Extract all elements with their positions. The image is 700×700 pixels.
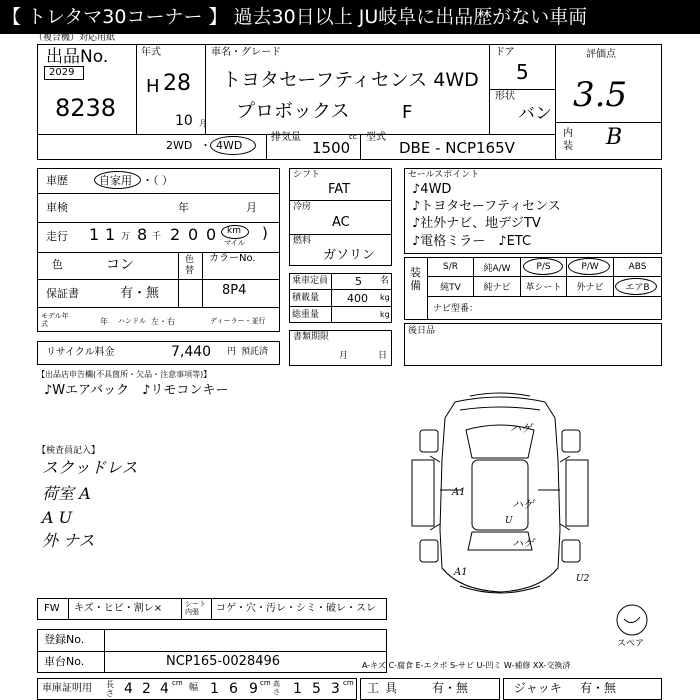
color-value: コン: [106, 257, 134, 273]
damage-mark-4: U: [505, 516, 513, 526]
registration-label: 登録No.: [44, 633, 85, 646]
model-code-value: DBE - NCP165V: [399, 139, 515, 157]
subheader: （複合機）対応用紙: [34, 33, 116, 43]
history-value: 自家用: [99, 174, 132, 187]
damage-mark-6: A1: [454, 567, 468, 578]
color-code: 8P4: [222, 283, 247, 298]
capacity-value: 5: [355, 275, 362, 288]
sales-point-3: ♪社外ナビ、地デジTV: [412, 216, 541, 231]
later-date-box: [404, 323, 662, 366]
drive-4wd: 4WD: [216, 139, 243, 152]
capacity-label: 乗車定員: [292, 276, 329, 286]
dims-height-3: 3: [331, 681, 340, 697]
car-damage-diagram: [400, 390, 600, 602]
ac-value: AC: [332, 215, 350, 230]
equip-leather: 革シート: [520, 276, 567, 297]
inspection-month: 月: [246, 201, 257, 214]
fuel-label: 燃料: [293, 236, 312, 246]
inspector-header: 【検査員記入】: [37, 446, 101, 456]
damage-legend: A-キズ C-腐食 E-エクボ S-サビ U-凹ミ W-補修 XX-交換済: [362, 661, 571, 670]
gross-unit: kg: [380, 310, 390, 319]
dims-length-label: 長さ: [106, 680, 114, 698]
mileage-sen: 千: [152, 232, 162, 242]
equip-navi: 純ナビ: [473, 276, 521, 297]
year-era: H: [146, 76, 160, 97]
dims-height-2: 5: [312, 681, 321, 697]
color-label: 色: [52, 258, 63, 271]
equip-tv: 純TV: [427, 276, 474, 297]
drive-sep: ・: [200, 139, 211, 152]
year-value: 28: [163, 71, 191, 96]
dims-height-label: 高さ: [273, 680, 280, 696]
later-date-label: 後日品: [408, 326, 436, 336]
model-year-label: モデル年式: [41, 312, 69, 328]
damage-mark-1: ハゲ: [510, 422, 532, 435]
dims-length-3: 4: [160, 681, 169, 697]
spare-label: スペア: [617, 639, 645, 649]
color-code-label: カラーNo.: [209, 253, 256, 264]
inspector-note-2: 荷室 A: [42, 484, 91, 503]
load-unit: kg: [380, 293, 390, 302]
listing-label: 出品No.: [46, 47, 109, 67]
year-month-unit: 月: [199, 119, 207, 128]
model-grade: F: [402, 102, 413, 123]
mileage-km: km: [227, 226, 241, 236]
banner-text: 【 トレタマ30コーナー 】 過去30日以上 JU岐阜に出品歴がない車両: [2, 6, 588, 28]
dims-width-1: 1: [210, 681, 219, 697]
dealer-label: ディーラー・並行: [210, 317, 266, 325]
navi-model-label: ナビ型番：: [433, 304, 479, 314]
recycle-unit: 円: [227, 347, 237, 357]
interior-value: B: [606, 125, 623, 150]
jack-value: 有・無: [580, 681, 617, 695]
airbag-circle: [615, 278, 657, 295]
recycle-deposit: 預託済: [241, 347, 269, 357]
model-line2: プロボックス: [236, 100, 350, 122]
dims-height-1: 1: [293, 681, 302, 697]
sales-point-2: ♪トヨタセーフティセンス: [412, 199, 561, 214]
mileage-mark: ): [262, 224, 268, 242]
tools-value: 有・無: [432, 681, 469, 695]
shift-value: FAT: [328, 182, 351, 197]
fw-items2: コゲ・穴・汚レ・シミ・破レ・スレ: [216, 603, 376, 614]
equip-abs: ABS: [613, 257, 662, 277]
displacement-label: 排気量: [271, 132, 301, 143]
mileage-d1: 1: [89, 225, 100, 244]
model-code-label: 型式: [366, 132, 386, 143]
notes-header: 【出品店申告欄(不具箇所・欠品・注意事項等)】: [37, 370, 212, 379]
mileage-label: 走行: [46, 230, 68, 243]
capacity-unit: 名: [380, 276, 390, 286]
inspector-note-1: スクッドレス: [42, 458, 138, 477]
damage-mark-3: ハゲ: [512, 498, 534, 511]
equip-aw: 純A/W: [473, 257, 521, 277]
mileage-d5: 0: [188, 225, 199, 244]
damage-mark-2: A1: [452, 487, 466, 498]
year-month: 10: [175, 113, 193, 129]
equip-pw: P/W: [566, 257, 614, 277]
score-label: 評価点: [586, 49, 616, 60]
pw-circle: [568, 258, 610, 275]
fuel-value: ガソリン: [323, 248, 376, 263]
warranty-value: 有・無: [120, 286, 160, 301]
color-change-label: 色替: [185, 255, 195, 276]
warranty-label: 保証書: [46, 287, 79, 300]
mileage-d6: 0: [206, 225, 217, 244]
displacement-unit: cc: [349, 133, 357, 141]
doc-deadline-day: 日: [378, 351, 388, 361]
load-value: 400: [347, 292, 368, 305]
ps-circle: [523, 258, 563, 275]
load-label: 積載量: [292, 293, 320, 303]
handle-label: ハンドル: [118, 317, 146, 325]
mileage-man: 万: [121, 232, 131, 242]
equip-airbag: エアB: [613, 276, 662, 297]
spare-tire-icon: [615, 603, 649, 637]
ac-label: 冷房: [293, 202, 312, 212]
equip-sr: S/R: [427, 257, 474, 277]
interior-label: 内装: [563, 128, 573, 152]
equip-ps: P/S: [520, 257, 567, 277]
inspector-note-4: 外 ナス: [42, 531, 95, 550]
model-year-year: 年: [100, 317, 108, 326]
chassis-value: NCP165-0028496: [166, 654, 281, 669]
shift-label: シフト: [293, 170, 321, 180]
fw-label: FW: [44, 603, 60, 614]
dims-width-label: 幅: [189, 683, 199, 693]
fw-seat-label: シート内張: [185, 600, 206, 616]
chassis-label: 車台No.: [44, 655, 85, 668]
fw-items: キズ・ヒビ・割レ×: [74, 603, 163, 614]
year-label: 年式: [141, 47, 161, 58]
history-label: 車歴: [46, 174, 68, 187]
listing-stamp: 2029: [49, 67, 75, 78]
sales-points-label: セールスポイント: [408, 170, 480, 180]
doc-deadline-month: 月: [339, 351, 349, 361]
notes-text: ♪Wエアバック ♪リモコンキー: [44, 383, 229, 398]
inspector-note-3: A U: [42, 508, 73, 527]
recycle-value: 7,440: [171, 344, 212, 360]
handle-value: 左・右: [151, 317, 175, 326]
recycle-label: リサイクル料金: [46, 347, 115, 358]
shape-value: バン: [518, 104, 552, 124]
gross-label: 総重量: [292, 310, 320, 320]
sales-point-1: ♪4WD: [412, 182, 452, 197]
displacement-value: 1500: [312, 139, 351, 157]
inspection-year: 年: [178, 201, 189, 214]
model-line1: トヨタセーフティセンス 4WD: [222, 69, 479, 91]
mileage-d4: 2: [170, 225, 181, 244]
dims-height-unit: cm: [343, 679, 354, 687]
banner: [0, 0, 700, 34]
dims-length-unit: cm: [172, 679, 183, 687]
jack-label: ジャッキ: [514, 681, 562, 695]
sales-point-4: ♪電格ミラー ♪ETC: [412, 234, 532, 249]
inspection-label: 車検: [46, 201, 68, 214]
dims-width-3: 9: [249, 681, 258, 697]
dims-width-2: 6: [229, 681, 238, 697]
history-rest: ・（ ）: [142, 174, 173, 187]
doc-deadline-label: 書類期限: [293, 332, 330, 342]
damage-mark-7: U2: [576, 574, 590, 584]
shape-label: 形状: [495, 91, 515, 102]
equip-extnavi: 外ナビ: [566, 276, 614, 297]
listing-number: 8238: [55, 94, 117, 122]
model-label: 車名・グレード: [211, 47, 281, 58]
tools-label: 工具: [367, 681, 404, 695]
score-value: 3.5: [573, 75, 628, 115]
dims-width-unit: cm: [260, 679, 271, 687]
doors-value: 5: [516, 60, 529, 84]
mileage-d3: 8: [137, 225, 148, 244]
equipment-label: 装備: [410, 266, 421, 292]
dims-length-1: 4: [124, 681, 133, 697]
doors-label: ドア: [495, 47, 515, 58]
dims-length-2: 2: [142, 681, 151, 697]
damage-mark-5: ハゲ: [512, 537, 534, 550]
mileage-d2: 1: [105, 225, 116, 244]
mileage-mile: マイル: [224, 239, 245, 247]
dims-label: 車庫証明用: [42, 683, 92, 694]
drive-2wd: 2WD: [166, 139, 193, 152]
